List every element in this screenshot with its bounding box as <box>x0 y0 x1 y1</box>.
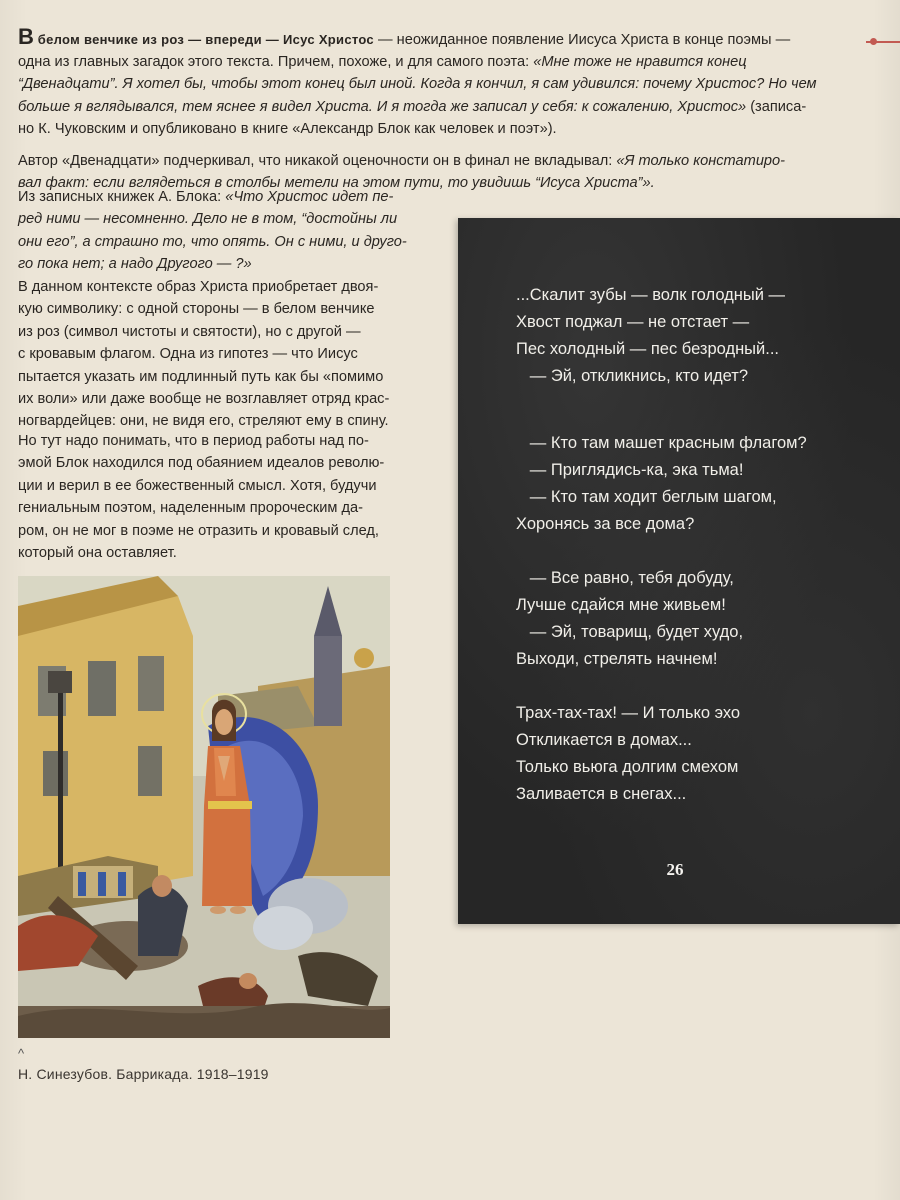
lead-caps: белом венчике из роз — впереди — Исус Христос <box>33 32 374 47</box>
poem-stanza <box>516 565 886 673</box>
poem-line: Хвост поджал — не отстает — <box>516 313 750 331</box>
image-caption: Н. Синезубов. Баррикада. 1918–1919 <box>18 1066 269 1082</box>
quote-run: вал факт: если вглядеться в столбы метели на этом пути, то увидишь “Исуса Христа”». <box>18 175 655 192</box>
poem-line: Заливается в снегах... <box>516 785 687 803</box>
poem-line: — Эй, товарищ, будет худо, <box>516 623 744 641</box>
poem-line: — Все равно, тебя добуду, <box>516 569 734 587</box>
text-run: Автор «Двенадцати» подчеркивал, что никакой оценочности он в финал не вкладывал: <box>18 153 617 170</box>
quote-run: ред ними — несомненно. Дело не в том, “достойны ли <box>18 211 398 228</box>
accent-dot <box>870 38 877 45</box>
painting-image <box>18 576 390 1038</box>
poem-line: Только вьюга долгим смехом <box>516 758 739 776</box>
lead-letter: В <box>18 24 34 49</box>
text-line: эмой Блок находился под обаянием идеалов револю- <box>18 455 385 472</box>
text-run: (записа- <box>746 98 807 115</box>
text-run: Из записных книжек А. Блока: <box>18 189 226 205</box>
text-run: — неожиданное появление Иисуса Христа в конце поэмы — <box>373 32 791 48</box>
quote-run: «Мне тоже не нравится конец <box>533 54 747 71</box>
caption-marker: ^ <box>18 1046 25 1061</box>
poem-stanza <box>516 700 886 808</box>
intro-text-block <box>18 26 850 204</box>
paragraph-5 <box>18 430 422 564</box>
quote-run: больше я вглядывался, тем яснее я видел Христа. И я тогда же записал у себя: к сожалению, Христос» <box>18 98 747 115</box>
poem-line: — Кто там ходит беглым шагом, <box>516 488 777 506</box>
poem-stanza <box>516 282 886 390</box>
text-run: одна из главных загадок этого текста. Причем, похоже, и для самого поэта: <box>18 54 534 71</box>
text-line: пытается указать им подлинный путь как бы «помимо <box>18 368 384 385</box>
poem-line: Откликается в домах... <box>516 731 692 749</box>
poem-line: Лучше сдайся мне живьем! <box>516 596 726 614</box>
poem-text <box>516 282 886 835</box>
poem-line: — Приглядись-ка, эка тьма! <box>516 461 744 479</box>
quote-run: го пока нет; а надо Другого — ?» <box>18 256 252 273</box>
text-line: кую символику: с одной стороны — в белом венчике <box>18 301 375 318</box>
poem-line: Трах-тах-тах! — И только эхо <box>516 704 741 722</box>
poem-line: Выходи, стрелять начнем! <box>516 650 718 668</box>
quote-run: «Я только констатиро- <box>616 153 786 170</box>
quote-run: “Двенадцати”. Я хотел бы, чтобы этот конец был иной. Когда я кончил, я сам удивился: почему Христос? Но чем <box>18 76 817 93</box>
text-line: их воли» или даже вообще не возглавляет отряд крас- <box>18 391 390 408</box>
text-line: Но тут надо понимать, что в период работы над по- <box>18 433 369 449</box>
paragraph-4 <box>18 276 422 433</box>
quote-run: «Что Христос идет пе- <box>225 189 394 205</box>
text-line: с кровавым флагом. Одна из гипотез — что Иисус <box>18 346 358 363</box>
poem-line: — Эй, откликнись, кто идет? <box>516 367 749 385</box>
text-line: ции и верил в ее божественный смысл. Хотя, будучи <box>18 477 377 494</box>
text-line: ром, он не мог в поэме не отразить и кровавый след, <box>18 522 379 539</box>
paragraph-1 <box>18 26 850 140</box>
text-line: который она оставляет. <box>18 545 177 562</box>
text-line: ногвардейцев: они, не видя его, стреляют ему в спину. <box>18 413 389 430</box>
quote-run: они его”, а страшно то, что опять. Он с ними, и друго- <box>18 233 407 250</box>
text-line: В данном контексте образ Христа приобретает двоя- <box>18 279 379 295</box>
poem-line: ...Скалит зубы — волк голодный — <box>516 286 786 304</box>
page-number: 26 <box>666 860 684 879</box>
poem-line: Хоронясь за все дома? <box>516 515 695 533</box>
text-line: из роз (символ чистоты и святости), но с другой — <box>18 323 361 340</box>
poem-line: Пес холодный — пес безродный... <box>516 340 780 358</box>
paragraph-3 <box>18 186 422 276</box>
poem-line: — Кто там машет красным флагом? <box>516 434 807 452</box>
text-line: гениальным поэтом, наделенным пророческим да- <box>18 500 363 517</box>
text-run: но К. Чуковским и опубликовано в книге «Александр Блок как человек и поэт»). <box>18 120 557 137</box>
poem-stanza <box>516 430 886 538</box>
